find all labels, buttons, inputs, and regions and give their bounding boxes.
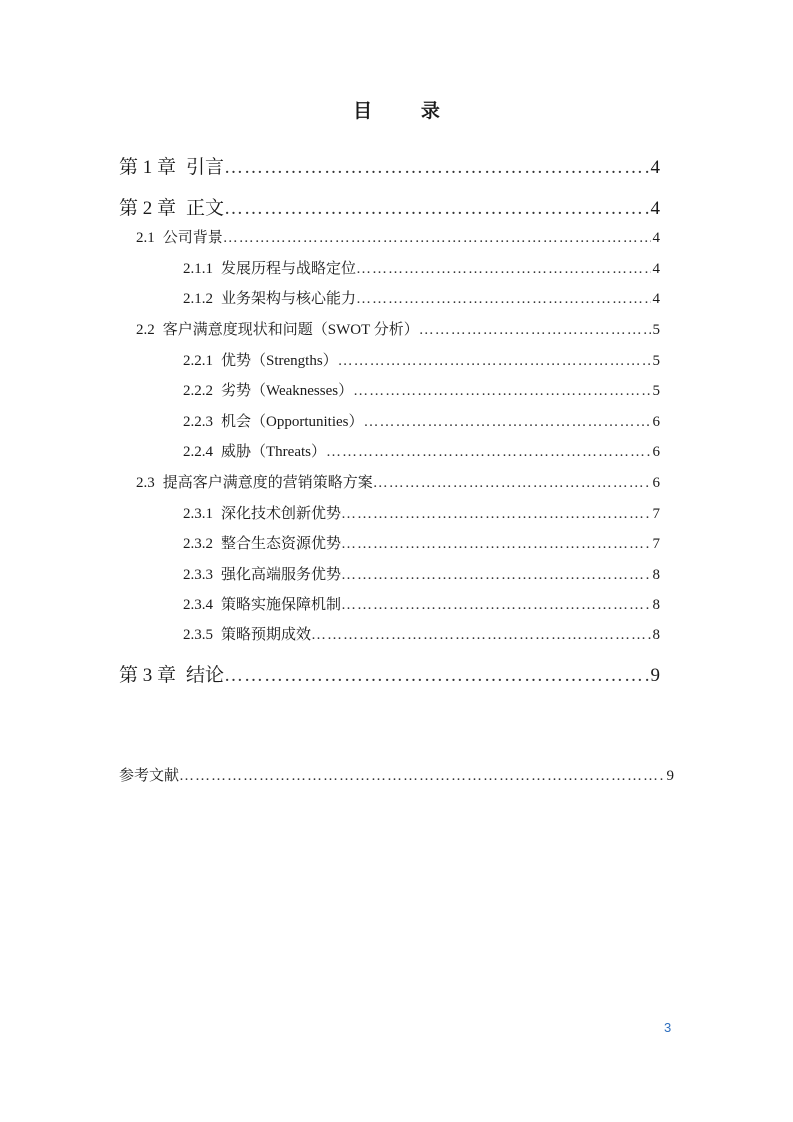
toc-entry-number: 2.1.1 [183,261,213,277]
toc-leader-dots [326,444,651,461]
toc-leader-dots [341,567,650,584]
toc-entry-number: 2.3.1 [183,506,213,522]
toc-leader-dots [356,291,650,308]
toc-entry-number: 第 2 章 [119,198,177,219]
toc-leader-dots [224,157,648,179]
toc-entry-number: 2.3.2 [183,536,213,552]
toc-entry-page: 4 [652,291,660,307]
toc-entry-page: 8 [652,627,660,643]
toc-entry-page: 7 [652,536,660,552]
toc-entry-text: 策略实施保障机制 [221,597,342,613]
toc-entry-text: 发展历程与战略定位 [221,261,357,277]
toc-entry-section-2-3-4[interactable] [183,593,660,615]
toc-leader-dots [341,597,650,614]
toc-entry-number: 2.3.4 [183,597,213,613]
toc-entry-number: 2.1 [136,230,155,246]
toc-entry-chapter-2[interactable] [119,193,660,219]
toc-leader-dots [419,322,651,339]
toc-entry-number: 2.3.3 [183,567,213,583]
toc-entry-text: 引言 [186,157,225,178]
toc-entry-number: 第 1 章 [119,157,177,178]
toc-entry-page: 5 [652,383,660,399]
toc-entry-text: 业务架构与核心能力 [221,291,357,307]
toc-entry-text: 结论 [186,665,225,686]
toc-entry-page: 6 [652,444,660,460]
toc-entry-section-2-2-2[interactable] [183,379,660,401]
toc-entry-number: 2.1.2 [183,291,213,307]
toc-entry-section-2-3-3[interactable] [183,563,660,585]
toc-entry-chapter-1[interactable] [119,152,660,178]
toc-entry-text: 公司背景 [162,230,223,246]
toc-entry-text: 提高客户满意度的营销策略方案 [162,475,373,491]
page-number: 3 [664,1020,672,1035]
toc-entry-text: 正文 [186,198,225,219]
toc-entry-page: 4 [652,261,660,277]
toc-entry-text: 深化技术创新优势 [221,506,342,522]
toc-entry-section-2-3-2[interactable] [183,532,660,554]
toc-leader-dots [224,665,648,687]
toc-entry-section-2-2-3[interactable] [183,410,660,432]
toc-entry-number: 2.2.1 [183,353,213,369]
toc-entry-section-2-1-2[interactable] [183,287,660,309]
toc-entry-section-2-2-4[interactable] [183,440,660,462]
toc-leader-dots [223,230,651,247]
toc-entry-text: 威胁（Threats） [221,444,326,460]
toc-entry-section-2-2[interactable] [136,318,660,340]
toc-leader-dots [341,536,650,553]
toc-entry-chapter-3[interactable] [119,660,660,686]
toc-entry-text: 强化高端服务优势 [221,567,342,583]
toc-entry-page: 4 [652,230,660,246]
toc-leader-dots [311,627,650,644]
toc-entry-section-2-2-1[interactable] [183,349,660,371]
toc-leader-dots [364,414,651,431]
toc-entry-text: 策略预期成效 [221,627,312,643]
toc-entry-page: 8 [652,567,660,583]
toc-entry-number: 2.2.3 [183,414,213,430]
toc-leader-dots [338,353,651,370]
toc-entry-text: 劣势（Weaknesses） [221,383,354,399]
toc-entry-number: 第 3 章 [119,665,177,686]
toc-entry-number: 2.3.5 [183,627,213,643]
toc-entry-page: 7 [652,506,660,522]
toc-entry-text: 客户满意度现状和问题（SWOT 分析） [162,322,419,338]
toc-entry-section-2-3-5[interactable] [183,623,660,645]
toc-leader-dots [341,506,650,523]
toc-entry-page: 4 [650,198,660,219]
toc-entry-text: 优势（Strengths） [221,353,338,369]
toc-entry-section-2-3-1[interactable] [183,502,660,524]
toc-entry-page: 6 [652,475,660,491]
toc-leader-dots [373,475,651,492]
toc-leader-dots [224,198,648,220]
toc-entry-text: 参考文献 [119,768,180,784]
toc-entry-page: 5 [652,322,660,338]
toc-entry-number: 2.3 [136,475,155,491]
toc-leader-dots [179,768,664,785]
toc-entry-section-2-3[interactable] [136,471,660,493]
toc-leader-dots [353,383,650,400]
toc-entry-page: 9 [666,768,674,784]
toc-entry-number: 2.2.4 [183,444,213,460]
toc-entry-text: 整合生态资源优势 [221,536,342,552]
toc-leader-dots [356,261,650,278]
toc-entry-page: 9 [650,665,660,686]
toc-entry-section-2-1[interactable] [136,226,660,248]
toc-entry-section-2-1-1[interactable] [183,257,660,279]
toc-entry-page: 5 [652,353,660,369]
toc-entry-number: 2.2 [136,322,155,338]
toc-entry-page: 8 [652,597,660,613]
toc-title: 目 录 [353,101,462,122]
toc-entry-page: 4 [650,157,660,178]
toc-entry-number: 2.2.2 [183,383,213,399]
toc-entry-references[interactable] [119,764,674,786]
toc-entry-page: 6 [652,414,660,430]
toc-entry-text: 机会（Opportunities） [221,414,364,430]
